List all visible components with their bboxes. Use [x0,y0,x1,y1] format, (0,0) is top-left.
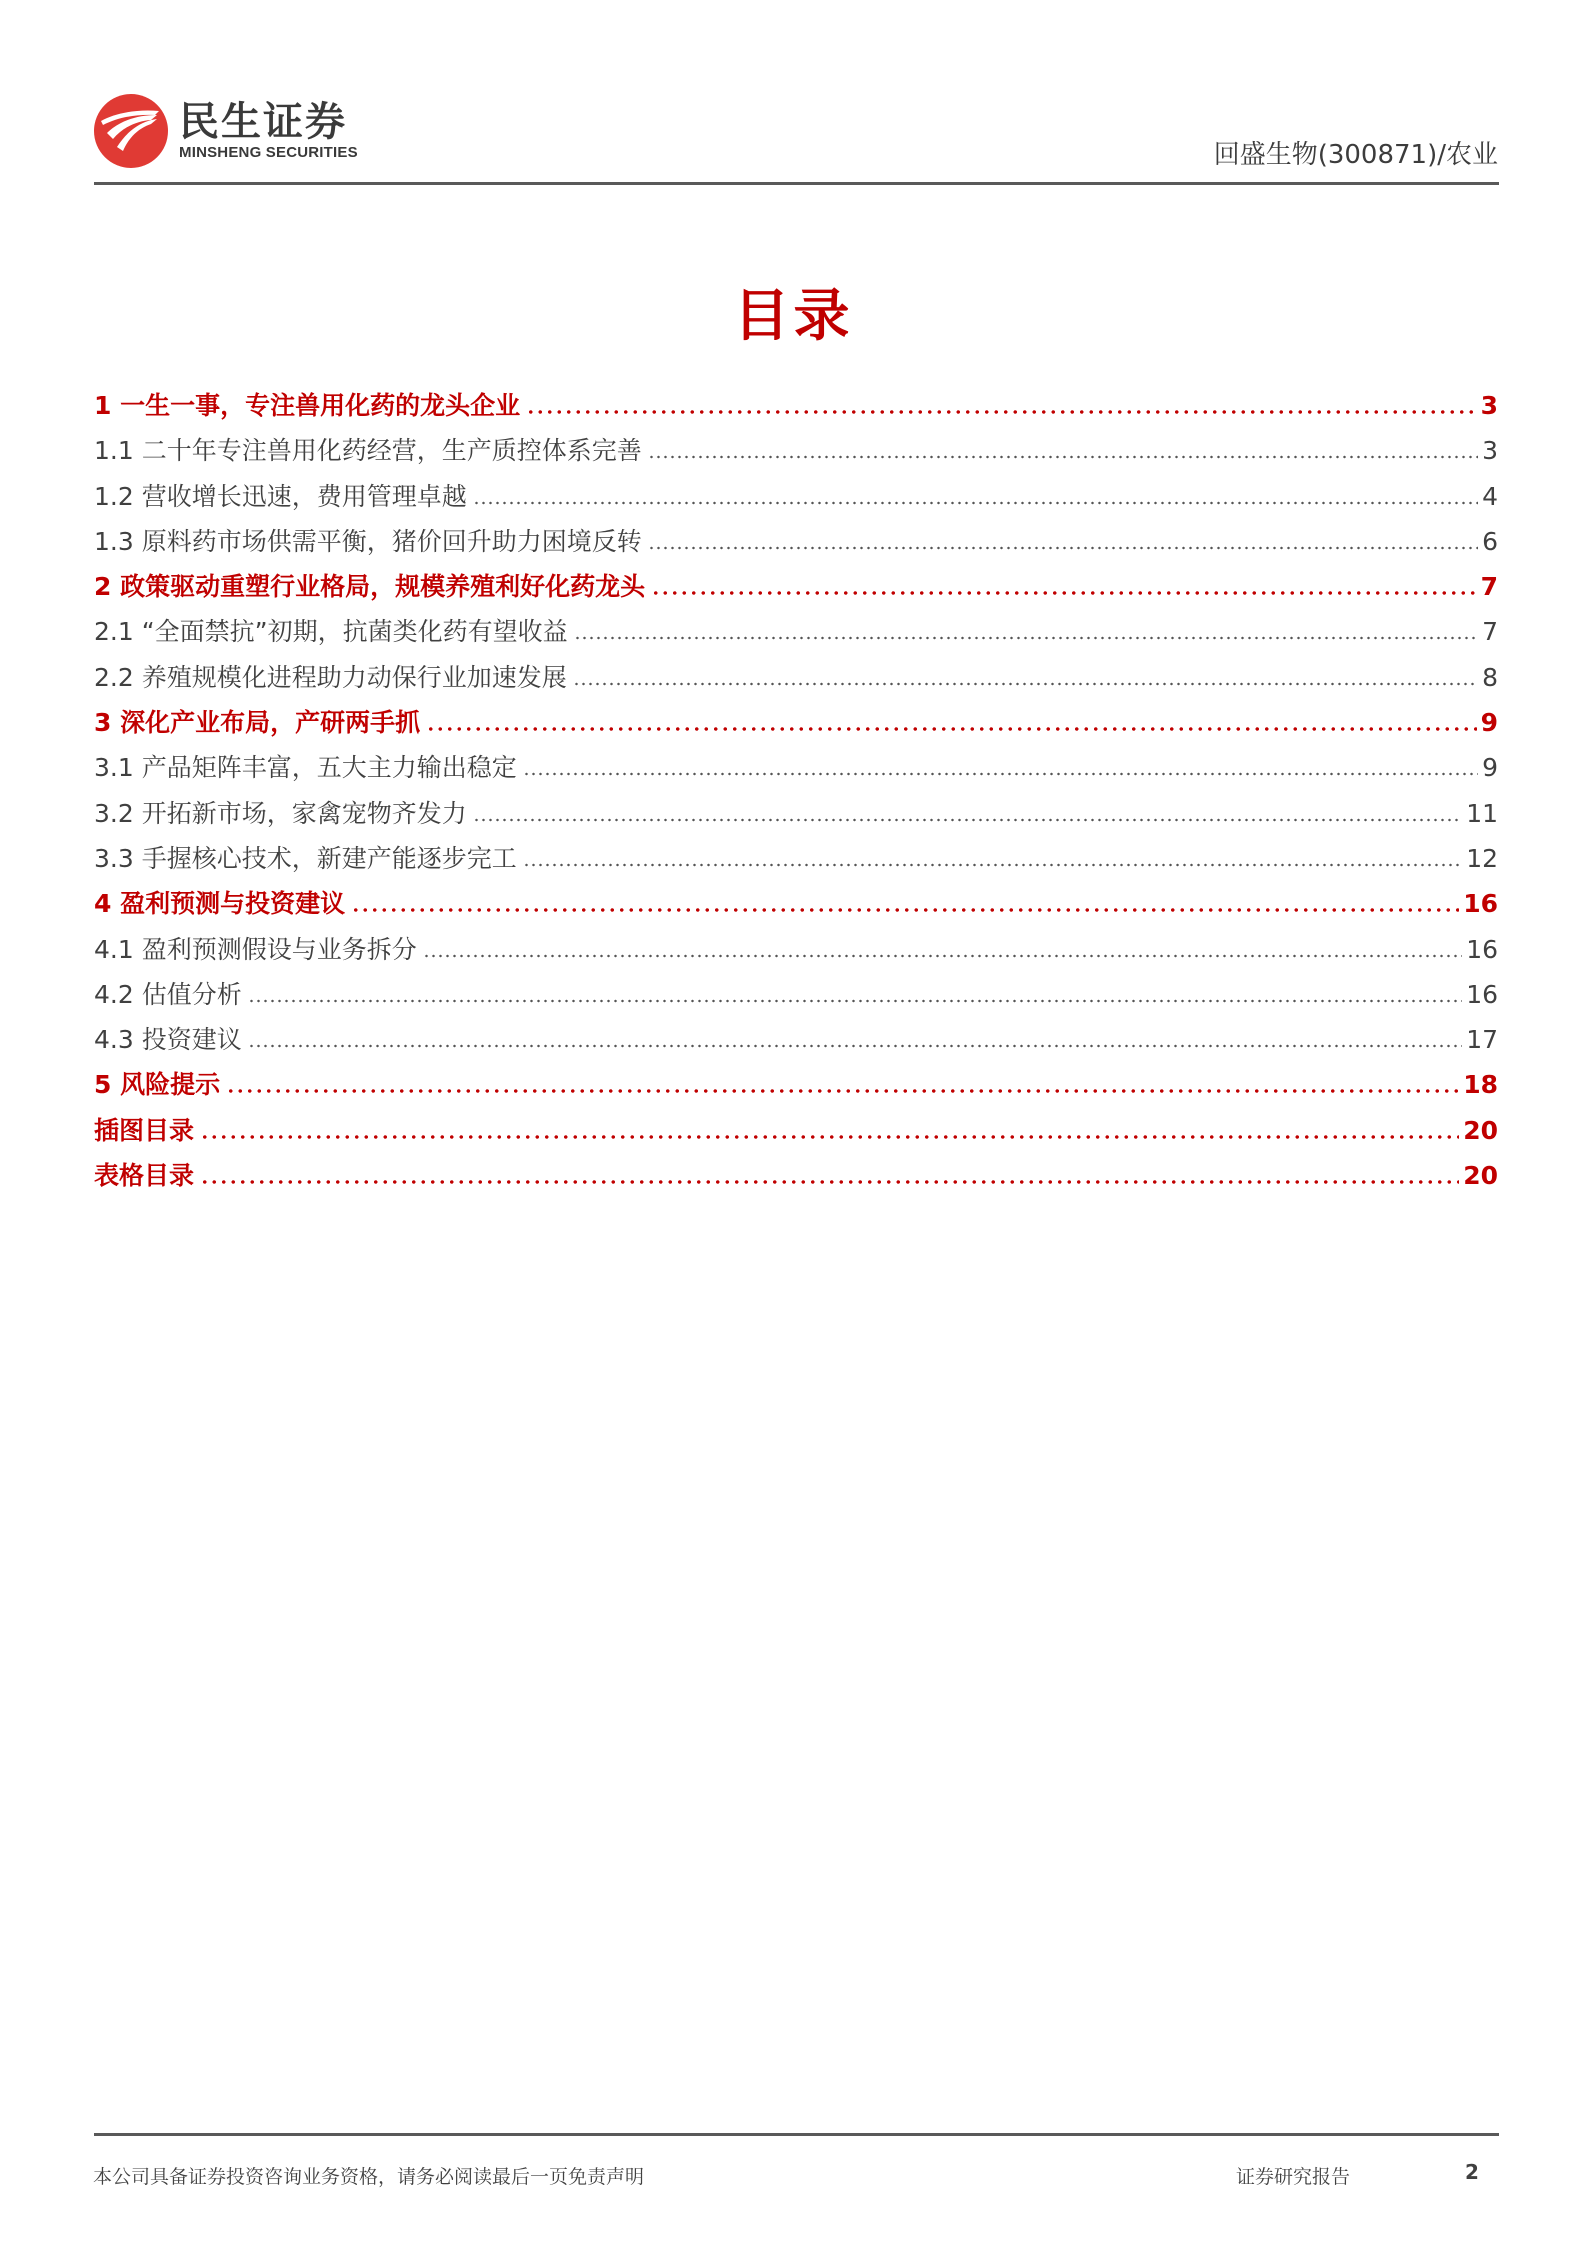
toc-dot-leader [526,410,1476,414]
toc-dot-leader [226,1089,1459,1093]
toc-subsection-link[interactable] [94,474,1498,519]
toc-dot-leader [248,1044,1462,1048]
toc-section-link[interactable] [94,1062,1498,1107]
toc-subsection-link[interactable] [94,791,1498,836]
toc-entry-label: 2 政策驱动重塑行业格局，规模养殖利好化药龙头 [94,572,646,602]
toc-entry-label: 3.2 开拓新市场，家禽宠物齐发力 [94,798,467,828]
toc-dot-leader [426,727,1476,731]
toc-dot-leader [523,863,1462,867]
toc-subsection-link[interactable] [94,972,1498,1017]
toc-entry-label: 3.1 产品矩阵丰富，五大主力输出稳定 [94,753,517,783]
toc-dot-leader [574,636,1478,640]
toc-entry-label: 3 深化产业布局，产研两手抓 [94,708,421,738]
toc-entry-label: 5 风险提示 [94,1070,221,1100]
toc-subsection-link[interactable] [94,1017,1498,1062]
toc-section-link[interactable] [94,881,1498,926]
toc-entry-label: 表格目录 [94,1161,195,1191]
toc-dot-leader [523,772,1478,776]
toc-subsection-link[interactable] [94,428,1498,473]
company-ticker-sector: 回盛生物(300871)/农业 [1213,140,1498,170]
toc-entry-label: 1.1 二十年专注兽用化药经营，生产质控体系完善 [94,436,642,466]
toc-entry-page: 9 [1480,708,1498,738]
table-of-contents [94,383,1498,1198]
toc-entry-label: 4.2 估值分析 [94,979,242,1009]
footer-divider [94,2133,1499,2136]
toc-subsection-link[interactable] [94,609,1498,654]
header-divider [94,182,1499,185]
toc-subsection-link[interactable] [94,655,1498,700]
toc-entry-page: 6 [1482,526,1498,556]
minsheng-logo-icon [93,93,169,169]
toc-entry-label: 1 一生一事，专注兽用化药的龙头企业 [94,391,521,420]
toc-dot-leader [573,682,1478,686]
toc-subsection-link[interactable] [94,927,1498,972]
toc-entry-page: 20 [1463,1161,1498,1191]
toc-section-link[interactable] [94,383,1498,428]
toc-dot-leader [248,999,1462,1003]
toc-entry-page: 18 [1463,1070,1498,1100]
toc-entry-page: 8 [1482,662,1498,692]
toc-section-link[interactable] [94,700,1498,745]
toc-section-link[interactable] [94,1108,1498,1153]
logo-english-name: MINSHENG SECURITIES [179,144,358,161]
toc-entry-page: 3 [1480,391,1498,420]
footer-report-type: 证券研究报告 [1236,2166,1351,2188]
footer-disclaimer: 本公司具备证券投资咨询业务资格，请务必阅读最后一页免责声明 [93,2166,645,2188]
toc-subsection-link[interactable] [94,519,1498,564]
toc-entry-page: 16 [1466,979,1498,1009]
toc-dot-leader [200,1180,1459,1184]
toc-dot-leader [648,455,1478,459]
toc-entry-label: 4 盈利预测与投资建议 [94,889,346,919]
toc-entry-page: 4 [1482,481,1498,511]
toc-entry-label: 4.1 盈利预测假设与业务拆分 [94,934,417,964]
page-header [93,90,1498,182]
toc-entry-label: 1.2 营收增长迅速，费用管理卓越 [94,481,467,511]
toc-entry-label: 1.3 原料药市场供需平衡，猪价回升助力困境反转 [94,526,642,556]
toc-title: 目录 [733,284,854,349]
toc-section-link[interactable] [94,564,1498,609]
toc-dot-leader [473,501,1478,505]
footer-page-number: 2 [1465,2160,1479,2184]
toc-entry-page: 20 [1463,1115,1498,1145]
toc-dot-leader [423,954,1462,958]
toc-dot-leader [648,546,1478,550]
toc-entry-label: 2.2 养殖规模化进程助力动保行业加速发展 [94,662,567,692]
toc-entry-page: 7 [1482,617,1498,647]
minsheng-logo [93,93,358,169]
toc-entry-page: 9 [1482,753,1498,783]
toc-dot-leader [473,818,1462,822]
toc-subsection-link[interactable] [94,836,1498,881]
toc-entry-page: 12 [1466,843,1498,873]
toc-entry-label: 3.3 手握核心技术，新建产能逐步完工 [94,843,517,873]
toc-entry-page: 16 [1466,934,1498,964]
toc-entry-label: 插图目录 [94,1115,195,1145]
logo-chinese-name: 民生证券 [179,99,347,145]
toc-entry-page: 17 [1466,1025,1498,1055]
toc-section-link[interactable] [94,1153,1498,1198]
toc-entry-label: 4.3 投资建议 [94,1025,242,1055]
toc-dot-leader [651,591,1476,595]
toc-entry-page: 3 [1482,436,1498,466]
toc-dot-leader [351,908,1459,912]
toc-subsection-link[interactable] [94,745,1498,790]
toc-entry-page: 11 [1466,798,1498,828]
toc-dot-leader [200,1135,1459,1139]
toc-entry-page: 16 [1463,889,1498,919]
toc-entry-page: 7 [1480,572,1498,602]
toc-entry-label: 2.1 “全面禁抗”初期，抗菌类化药有望收益 [94,617,568,647]
